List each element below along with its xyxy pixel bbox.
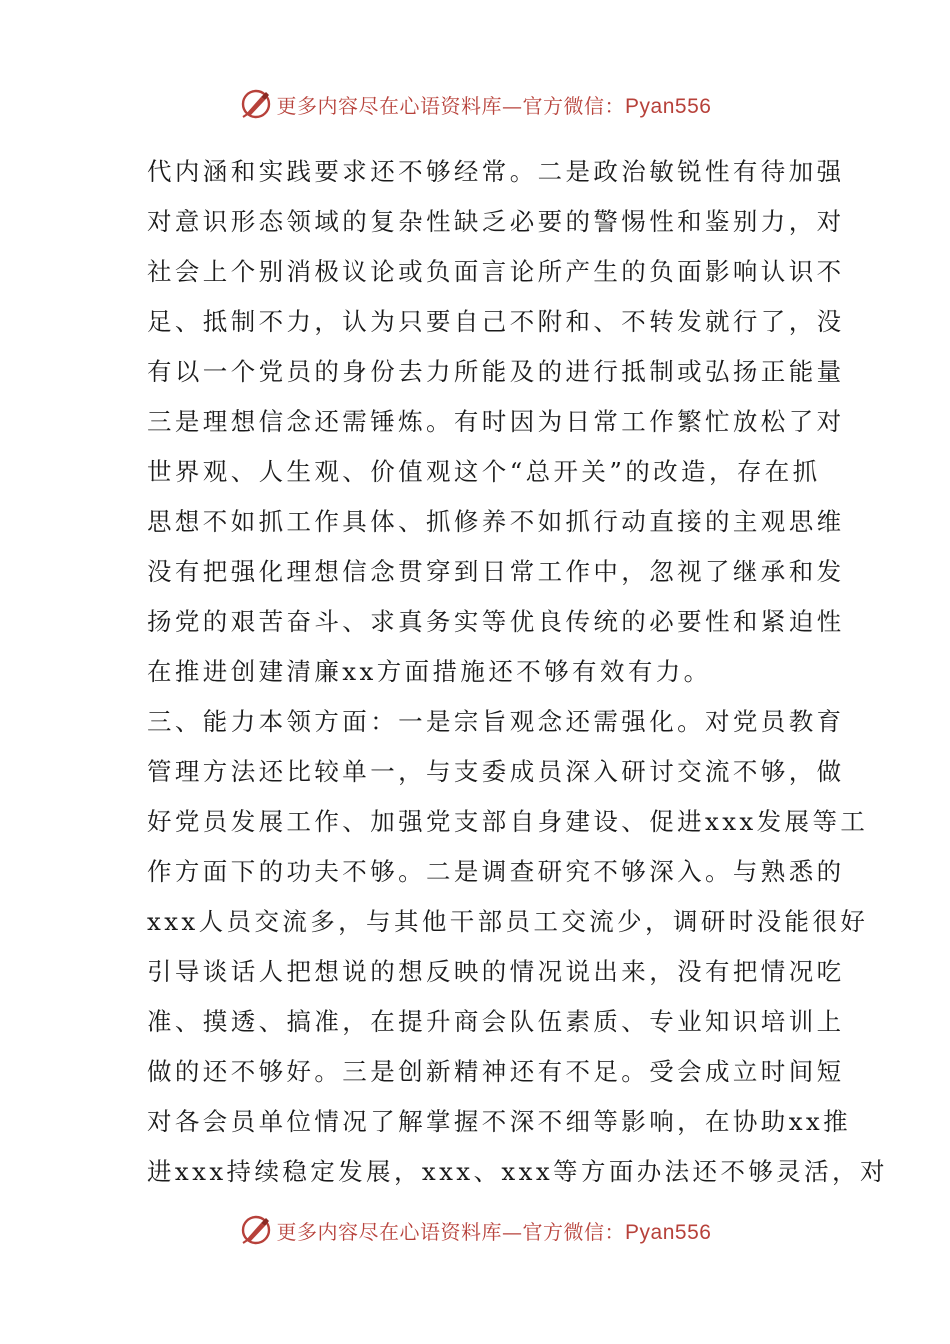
text-line: 世界观、人生观、价值观这个“总开关”的改造，存在抓 bbox=[147, 457, 821, 486]
text-line: xxx人员交流多，与其他干部员工交流少，调研时没能很好 bbox=[147, 907, 869, 936]
pen-circle-logo-icon bbox=[239, 1213, 273, 1247]
text-line: 对意识形态领域的复杂性缺乏必要的警惕性和鉴别力，对 bbox=[147, 207, 845, 236]
text-line: 做的还不够好。三是创新精神还有不足。受会成立时间短 bbox=[147, 1057, 845, 1086]
text-line: 有以一个党员的身份去力所能及的进行抵制或弘扬正能量 bbox=[147, 357, 845, 386]
text-line: 足、抵制不力，认为只要自己不附和、不转发就行了，没 bbox=[147, 307, 845, 336]
document-body bbox=[147, 147, 888, 1197]
text-line: 准、摸透、搞准，在提升商会队伍素质、专业知识培训上 bbox=[147, 1007, 845, 1036]
pen-circle-logo-icon bbox=[239, 87, 273, 121]
text-line: 社会上个别消极议论或负面言论所产生的负面影响认识不 bbox=[147, 257, 845, 286]
text-line: 作方面下的功夫不够。二是调查研究不够深入。与熟悉的 bbox=[147, 857, 845, 886]
text-line: 在推进创建清廉xx方面措施还不够有效有力。 bbox=[147, 657, 712, 686]
text-line: 没有把强化理想信念贯穿到日常工作中，忽视了继承和发 bbox=[147, 557, 845, 586]
footer-watermark bbox=[0, 1210, 950, 1250]
text-line: 进xxx持续稳定发展，xxx、xxx等方面办法还不够灵活，对 bbox=[147, 1157, 888, 1186]
text-line: 三是理想信念还需锤炼。有时因为日常工作繁忙放松了对 bbox=[147, 407, 845, 436]
text-line: 三、能力本领方面：一是宗旨观念还需强化。对党员教育 bbox=[147, 707, 845, 736]
text-line: 对各会员单位情况了解掌握不深不细等影响，在协助xx推 bbox=[147, 1107, 852, 1136]
text-line: 好党员发展工作、加强党支部自身建设、促进xxx发展等工 bbox=[147, 807, 869, 836]
text-line: 扬党的艰苦奋斗、求真务实等优良传统的必要性和紧迫性 bbox=[147, 607, 845, 636]
text-line: 思想不如抓工作具体、抓修养不如抓行动直接的主观思维 bbox=[147, 507, 845, 536]
text-line: 引导谈话人把想说的想反映的情况说出来，没有把情况吃 bbox=[147, 957, 845, 986]
header-watermark bbox=[0, 84, 950, 124]
watermark-text: 更多内容尽在心语资料库—官方微信：Pyan556 bbox=[276, 93, 712, 118]
text-line: 代内涵和实践要求还不够经常。二是政治敏锐性有待加强 bbox=[147, 157, 845, 186]
watermark-text: 更多内容尽在心语资料库—官方微信：Pyan556 bbox=[276, 1219, 712, 1244]
text-line: 管理方法还比较单一，与支委成员深入研讨交流不够，做 bbox=[147, 757, 845, 786]
